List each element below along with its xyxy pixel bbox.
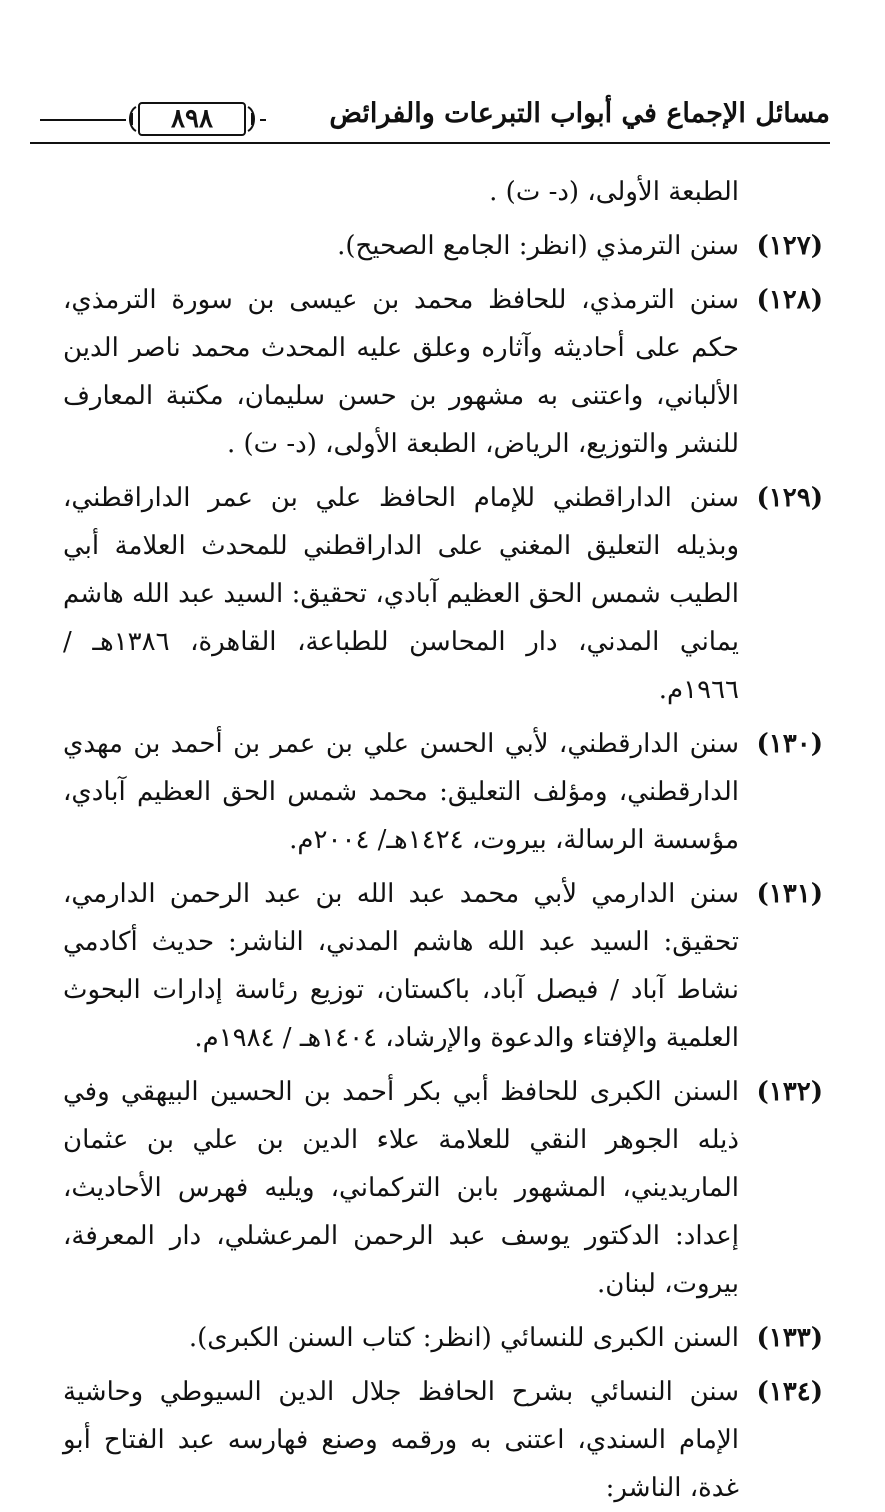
header-rule xyxy=(30,142,830,144)
page-header xyxy=(30,88,830,148)
entry-number: (١٢٨) xyxy=(756,285,823,315)
ornament-left-icon xyxy=(124,105,138,133)
entry-number: (١٢٧) xyxy=(756,231,823,261)
list-item xyxy=(63,720,823,864)
ornament-right-icon xyxy=(246,105,260,133)
list-item xyxy=(63,222,823,270)
entry-number: (١٣٢) xyxy=(756,1077,823,1107)
entry-text: السنن الكبرى للنسائي (انظر: كتاب السنن الكبرى). xyxy=(188,1323,739,1353)
entry-text: سنن الدارمي لأبي محمد عبد الله بن عبد الرحمن الدارمي، تحقيق: السيد عبد الله هاشم المدني، الناشر: حديث أكادمي نشاط آباد / فيصل آباد، باكستان، توزيع رئاسة إدارات البحوث العلمية والإفتاء والدعوة والإرشاد، ١٤٠٤هـ / ١٩٨٤م. xyxy=(63,879,740,1053)
list-item xyxy=(63,1314,823,1362)
list-item xyxy=(63,276,823,468)
entry-number: (١٣٣) xyxy=(756,1323,823,1353)
bibliography-list xyxy=(63,168,823,1512)
entry-text: سنن النسائي بشرح الحافظ جلال الدين السيوطي وحاشية الإمام السندي، اعتنى به ورقمه وصنع فهارسه عبد الفتاح أبو غدة، الناشر: xyxy=(63,1377,739,1503)
entry-text: سنن الترمذي (انظر: الجامع الصحيح). xyxy=(337,231,739,261)
entry-text: السنن الكبرى للحافظ أبي بكر أحمد بن الحسين البيهقي وفي ذيله الجوهر النقي للعلامة علاء الدين بن علي بن عثمان الماريديني، المشهور بابن التركماني، ويليه فهرس الأحاديث، إعداد: الدكتور يوسف عبد الرحمن المرعشلي، دار المعرفة، بيروت، لبنان. xyxy=(63,1077,739,1299)
running-title: مسائل الإجماع في أبواب التبرعات والفرائض xyxy=(329,98,830,129)
ornament-line-left xyxy=(40,119,126,121)
entry-number: (١٣٠) xyxy=(756,729,823,759)
list-item xyxy=(63,870,823,1062)
ornament-line-right xyxy=(260,119,266,121)
page-number-frame xyxy=(122,100,262,140)
entry-text: سنن الدارقطني، لأبي الحسن علي بن عمر بن أحمد بن مهدي الدارقطني، ومؤلف التعليق: محمد شمس الحق العظيم آبادي، مؤسسة الرسالة، بيروت، ١٤٢٤هـ/ ٢٠٠٤م. xyxy=(63,729,739,855)
entry-number: (١٣١) xyxy=(756,879,823,909)
entry-text: الطبعة الأولى، (د- ت) . xyxy=(489,177,739,207)
entry-text: سنن الداراقطني للإمام الحافظ علي بن عمر الداراقطني، وبذيله التعليق المغني على الداراقطني للمحدث العلامة أبي الطيب شمس الحق العظيم آبادي، تحقيق: السيد عبد الله هاشم يماني المدني، دار المحاسن للطباعة، القاهرة، ١٣٨٦هـ / ١٩٦٦م. xyxy=(63,483,739,705)
page-number: ٨٩٨ xyxy=(138,102,246,136)
entry-number: (١٢٩) xyxy=(756,483,823,513)
list-item xyxy=(63,474,823,714)
entry-number: (١٣٤) xyxy=(756,1377,823,1407)
list-item xyxy=(63,168,823,216)
list-item xyxy=(63,1068,823,1308)
list-item xyxy=(63,1368,823,1512)
entry-text: سنن الترمذي، للحافظ محمد بن عيسى بن سورة الترمذي، حكم على أحاديثه وآثاره وعلق عليه المحدث محمد ناصر الدين الألباني، واعتنى به مشهور بن حسن سليمان، مكتبة المعارف للنشر والتوزيع، الرياض، الطبعة الأولى، (د- ت) . xyxy=(63,285,739,459)
